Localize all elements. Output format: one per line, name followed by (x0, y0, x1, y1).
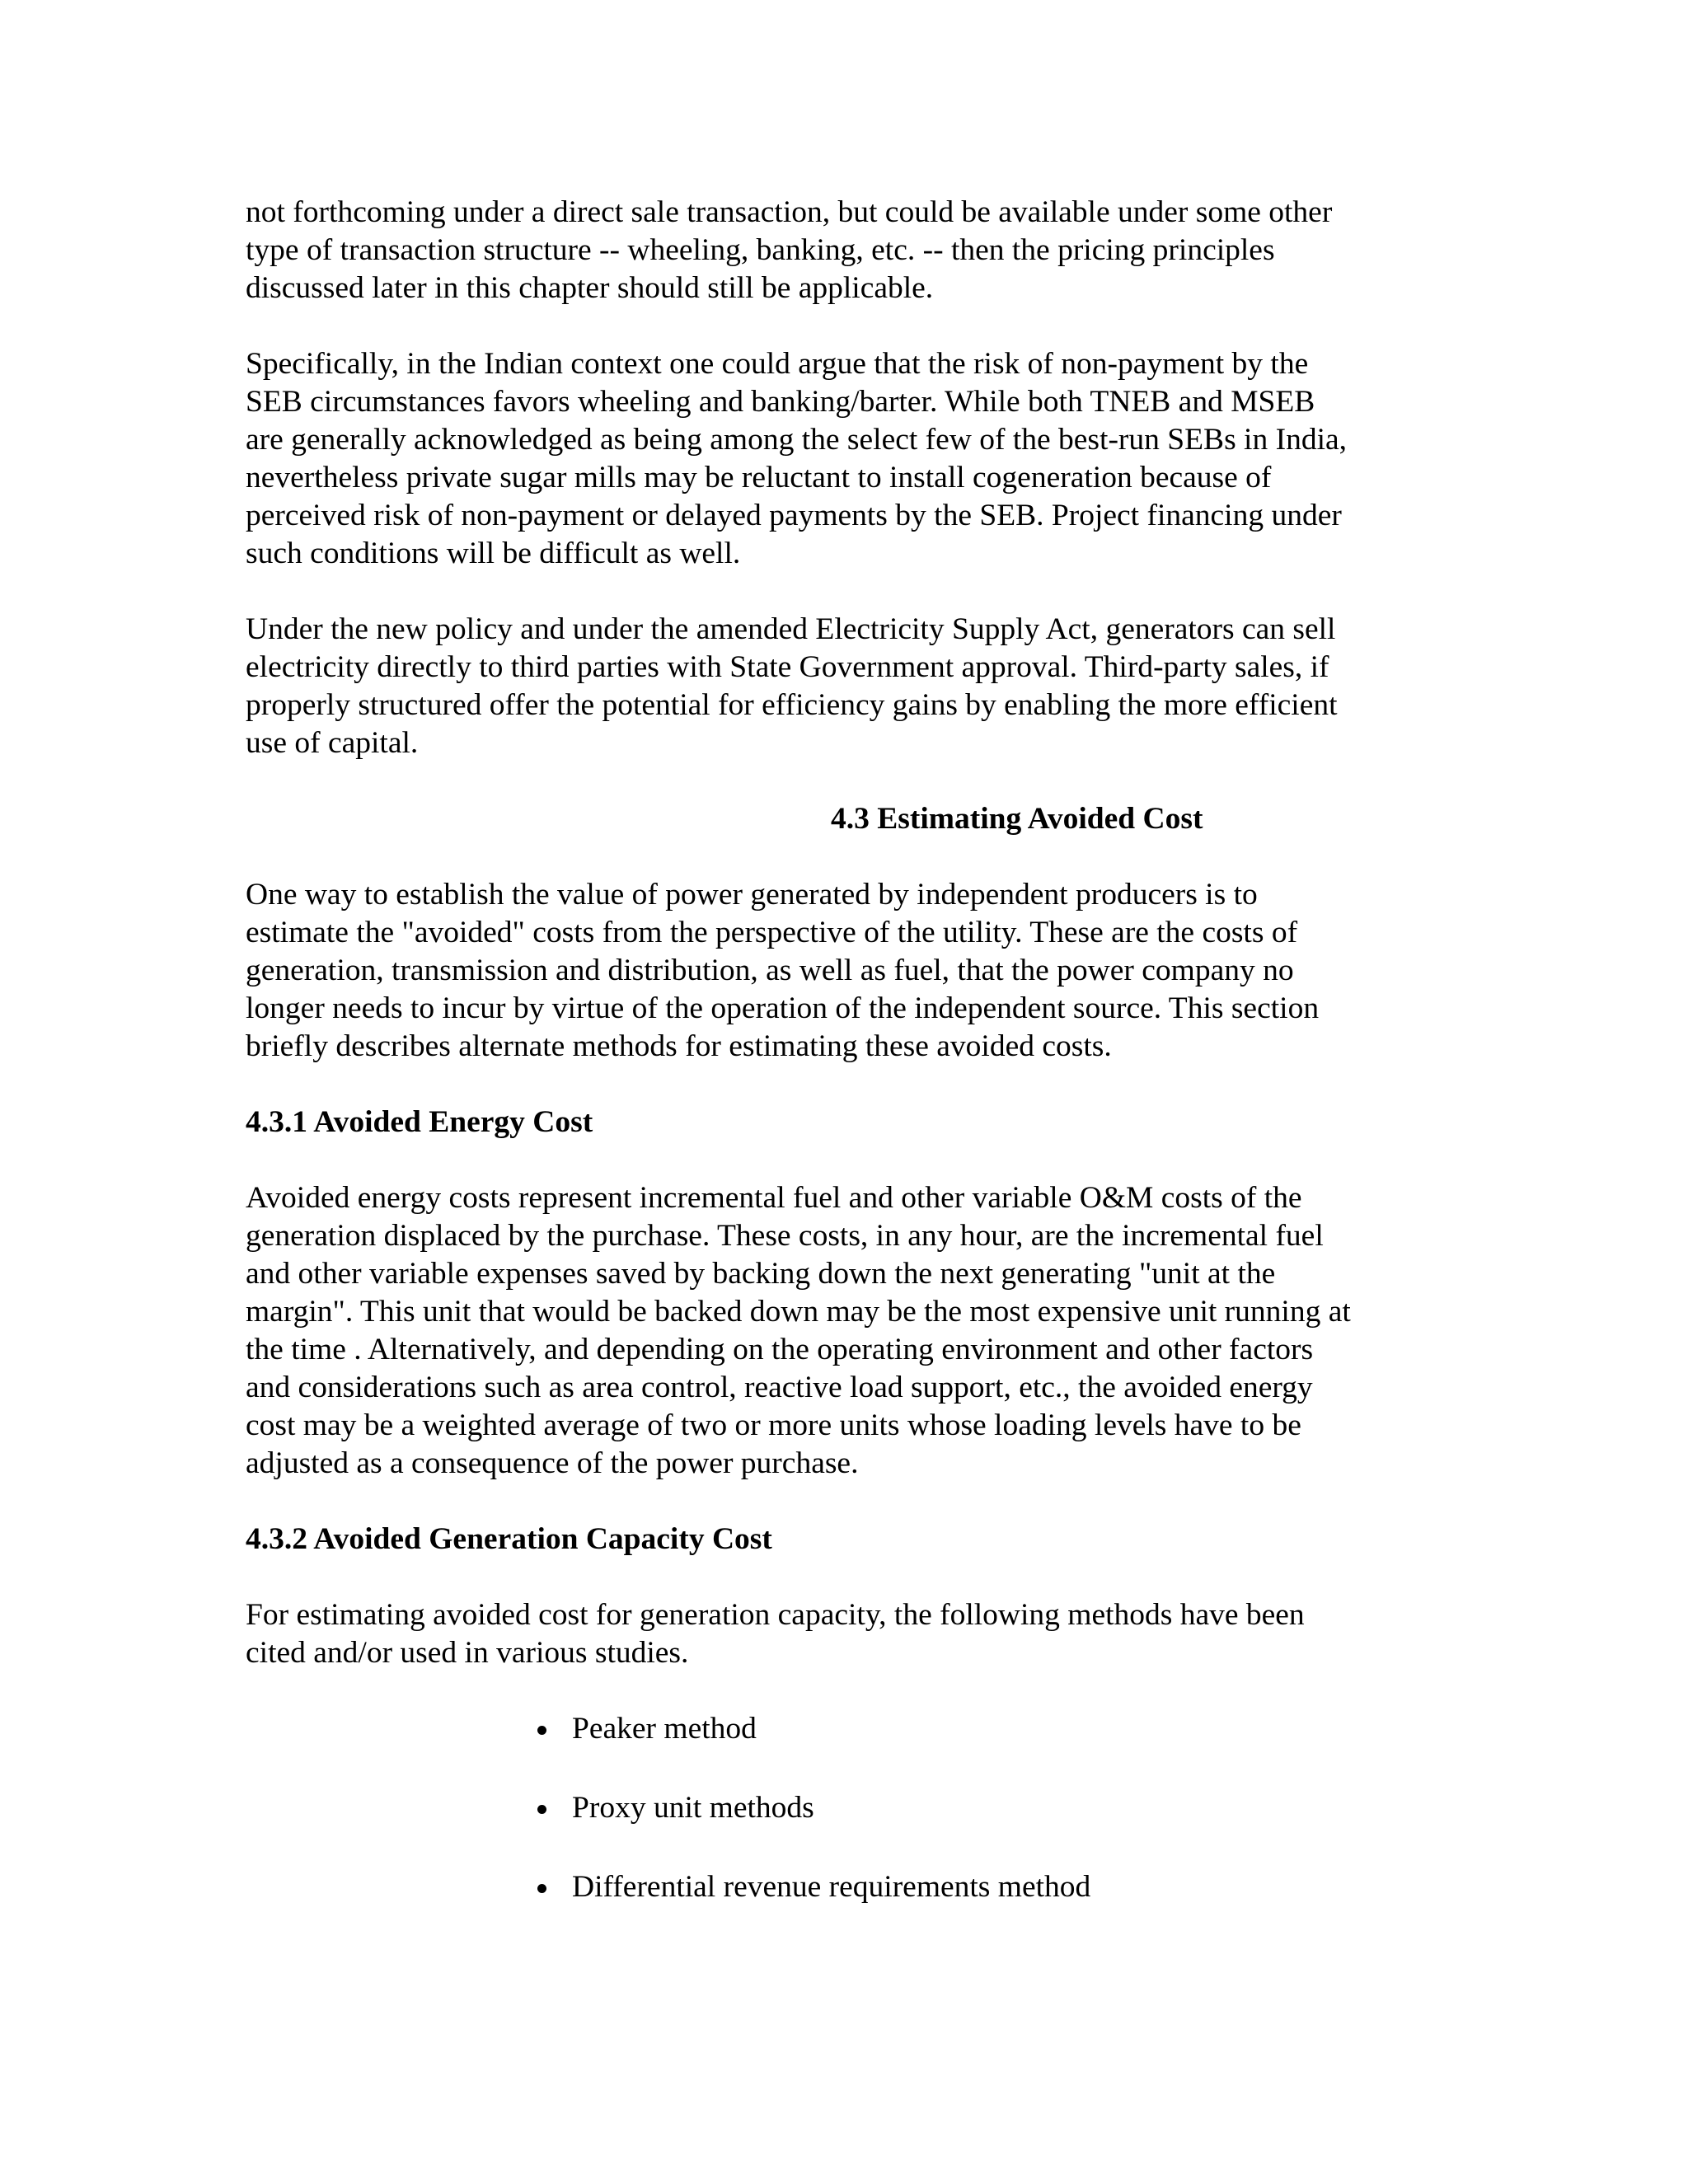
text-line: and other variable expenses saved by backing down the next generating "unit at the (246, 1257, 1276, 1291)
paragraph-continued-transaction (246, 194, 1432, 307)
text-line: generation, transmission and distribution, as well as fuel, that the power company no (246, 954, 1294, 987)
text-line: discussed later in this chapter should still be applicable. (246, 271, 934, 305)
bullet-icon (537, 1884, 546, 1893)
text-line: For estimating avoided cost for generation capacity, the following methods have been (246, 1598, 1305, 1632)
text-line: Avoided energy costs represent incremental fuel and other variable O&M costs of the (246, 1181, 1302, 1215)
list-item-label: Proxy unit methods (572, 1791, 814, 1825)
text-line: generation displaced by the purchase. These costs, in any hour, are the incremental fuel (246, 1219, 1324, 1253)
text-line: properly structured offer the potential for efficiency gains by enabling the more efficient (246, 688, 1338, 722)
text-line: not forthcoming under a direct sale transaction, but could be available under some other (246, 195, 1333, 229)
paragraph-avoided-cost-intro (246, 876, 1432, 1066)
list-item (537, 1789, 1432, 1827)
subsection-heading-avoided-capacity-cost: 4.3.2 Avoided Generation Capacity Cost (246, 1522, 772, 1556)
paragraph-new-policy (246, 611, 1432, 762)
text-line: nevertheless private sugar mills may be reluctant to install cogeneration because of (246, 461, 1272, 494)
text-line: longer needs to incur by virtue of the operation of the independent source. This section (246, 991, 1320, 1025)
text-line: such conditions will be difficult as well. (246, 537, 741, 570)
paragraph-capacity-methods-intro (246, 1596, 1432, 1672)
text-line: are generally acknowledged as being among the select few of the best-run SEBs in India, (246, 423, 1348, 457)
list-item-label: Differential revenue requirements method (572, 1870, 1091, 1904)
text-line: cited and/or used in various studies. (246, 1636, 689, 1670)
list-item (537, 1868, 1432, 1906)
text-line: estimate the "avoided" costs from the perspective of the utility. These are the costs of (246, 916, 1298, 949)
list-item (537, 1710, 1432, 1748)
text-line: One way to establish the value of power generated by independent producers is to (246, 878, 1258, 912)
bullet-icon (537, 1726, 546, 1735)
text-line: margin". This unit that would be backed down may be the most expensive unit running at (246, 1295, 1351, 1329)
text-line: the time . Alternatively, and depending on the operating environment and other factors (246, 1333, 1314, 1366)
text-line: SEB circumstances favors wheeling and banking/barter. While both TNEB and MSEB (246, 385, 1315, 419)
text-line: Under the new policy and under the amended Electricity Supply Act, generators can sell (246, 612, 1336, 646)
document-page (246, 194, 1432, 1947)
text-line: use of capital. (246, 726, 419, 760)
bullet-icon (537, 1805, 546, 1814)
text-line: adjusted as a consequence of the power purchase. (246, 1446, 859, 1480)
text-line: cost may be a weighted average of two or more units whose loading levels have to be (246, 1408, 1301, 1442)
text-line: briefly describes alternate methods for estimating these avoided costs. (246, 1029, 1112, 1063)
subsection-heading-avoided-energy-cost: 4.3.1 Avoided Energy Cost (246, 1105, 593, 1139)
text-line: type of transaction structure -- wheeling, banking, etc. -- then the pricing principles (246, 233, 1275, 267)
text-line: Specifically, in the Indian context one could argue that the risk of non-payment by the (246, 347, 1309, 381)
text-line: and considerations such as area control, reactive load support, etc., the avoided energy (246, 1371, 1313, 1404)
paragraph-indian-context (246, 345, 1432, 573)
text-line: perceived risk of non-payment or delayed payments by the SEB. Project financing under (246, 499, 1342, 532)
section-heading-estimating-avoided-cost: 4.3 Estimating Avoided Cost (831, 802, 1203, 836)
capacity-methods-list (246, 1710, 1432, 1906)
list-item-label: Peaker method (572, 1712, 757, 1746)
paragraph-avoided-energy-cost (246, 1179, 1432, 1483)
text-line: electricity directly to third parties with State Government approval. Third-party sales, if (246, 650, 1329, 684)
